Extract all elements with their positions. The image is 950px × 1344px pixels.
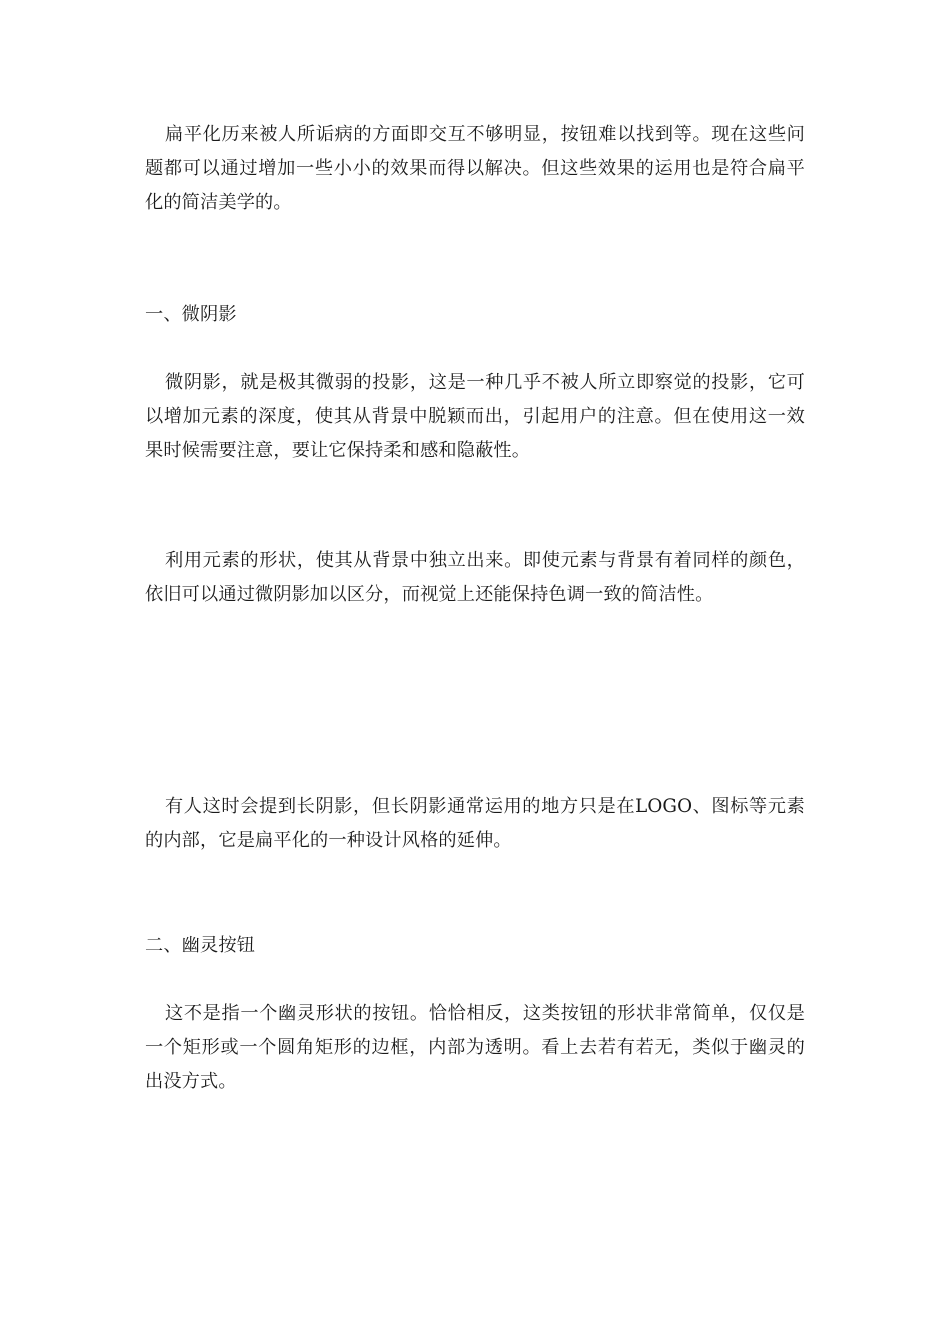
micro-shadow-paragraph-3: 有人这时会提到长阴影，但长阴影通常运用的地方只是在LOGO、图标等元素的内部，它是扁平化的一种设计风格的延伸。 [145,796,805,851]
section-heading-ghost-button: 二、幽灵按钮 [145,935,256,956]
intro-paragraph: 扁平化历来被人所诟病的方面即交互不够明显，按钮难以找到等。现在这些问题都可以通过增加一些小小的效果而得以解决。但这些效果的运用也是符合扁平化的简洁美学的。 [145,124,805,213]
micro-shadow-paragraph-2: 利用元素的形状，使其从背景中独立出来。即使元素与背景有着同样的颜色，依旧可以通过微阴影加以区分，而视觉上还能保持色调一致的简洁性。 [145,550,805,605]
ghost-button-paragraph-1: 这不是指一个幽灵形状的按钮。恰恰相反，这类按钮的形状非常简单，仅仅是一个矩形或一个圆角矩形的边框，内部为透明。看上去若有若无，类似于幽灵的出没方式。 [145,1003,805,1092]
micro-shadow-paragraph-1: 微阴影，就是极其微弱的投影，这是一种几乎不被人所立即察觉的投影，它可以增加元素的深度，使其从背景中脱颖而出，引起用户的注意。但在使用这一效果时候需要注意，要让它保持柔和感和隐蔽性。 [145,372,805,461]
section-heading-micro-shadow: 一、微阴影 [145,304,237,325]
